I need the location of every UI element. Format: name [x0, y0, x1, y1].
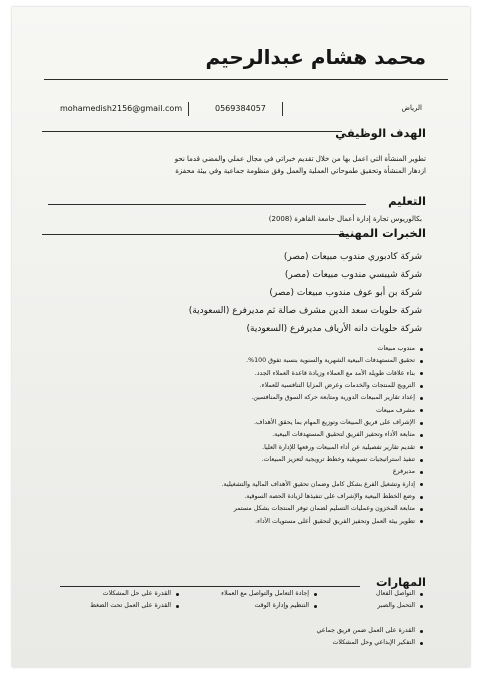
phone-text: 0569384057 — [215, 104, 266, 113]
company-item: شركة حلويات سعد الدين مشرف صالة ثم مديرفرع (السعودية) — [188, 306, 422, 316]
skill-item: القدرة على العمل تحت الضغط — [60, 600, 180, 612]
company-item: شركة شيبسي مندوب مبيعات (مصر) — [284, 270, 422, 280]
objective-title: الهدف الوظيفي — [335, 126, 426, 140]
skills-col-2 — [188, 588, 318, 613]
bullet-item: وضع الخطط البيعية والإشراف على تنفيذها لزيادة الحصة السوقية. — [134, 491, 424, 503]
bullet-item: متابعة الأداء وتحفيز الفريق لتحقيق المستهدفات البيعية. — [134, 429, 424, 441]
bullet-item: الإشراف على فريق المبيعات وتوزيع المهام بما يحقق الأهداف. — [134, 417, 424, 429]
section-divider — [60, 586, 360, 587]
skills-col-3 — [60, 588, 180, 613]
skill-item: إجادة التعامل والتواصل مع العملاء — [188, 588, 318, 600]
resume-page — [12, 7, 470, 667]
skill-item: التواصل الفعال — [328, 588, 424, 600]
section-divider — [42, 131, 342, 132]
bullet-item: تطوير بيئة العمل وتحفيز الفريق لتحقيق أعلى مستويات الأداء. — [134, 516, 424, 528]
bullet-heading: مشرف مبيعات — [134, 405, 424, 417]
education-title: التعليم — [388, 194, 426, 208]
contact-separator — [188, 102, 189, 116]
companies-list — [122, 250, 422, 337]
candidate-name: محمد هشام عبدالرحيم — [205, 45, 426, 69]
objective-text: تطوير المنشأة التي اعمل بها من خلال تقديم خبراتي في مجال عملي والمضي قدما نحو ازدهار المنشأة وتحقيق طموحاتي العملية والعمل وفق منظومة جماعية وفي بيئة محفزة — [174, 155, 426, 175]
bullet-item: متابعة المخزون وعمليات التسليم لضمان توفر المنتجات بشكل مستمر — [134, 503, 424, 515]
skills-col-1 — [328, 588, 424, 613]
contact-separator — [282, 102, 283, 116]
company-item: شركة حلويات دانه الأرياف مديرفرع (السعودية) — [246, 324, 422, 334]
skill-item: التنظيم وإدارة الوقت — [188, 600, 318, 612]
company-item: شركة بن أبو عوف مندوب مبيعات (مصر) — [269, 288, 422, 298]
email-text: mohamedish2156@gmail.com — [60, 104, 183, 113]
skills-title: المهارات — [376, 575, 426, 589]
section-divider — [48, 204, 366, 205]
bullet-item: إعداد تقارير المبيعات الدورية ومتابعة حركة السوق والمنافسين. — [134, 392, 424, 404]
skill-item: القدرة على العمل ضمن فريق جماعي — [224, 625, 424, 637]
header-divider — [44, 79, 448, 80]
bullet-item: تنفيذ استراتيجيات تسويقية وخطط ترويجية لتعزيز المبيعات. — [134, 454, 424, 466]
bullet-heading: مندوب مبيعات — [134, 343, 424, 355]
skill-item: القدرة على حل المشكلات — [60, 588, 180, 600]
skills-extra — [224, 625, 424, 650]
section-divider — [42, 234, 348, 235]
skill-item: التفكير الإبداعي وحل المشكلات — [224, 637, 424, 649]
experience-title: الخبرات المهنية — [338, 226, 426, 240]
city-text: الرياض — [401, 104, 422, 112]
bullet-item: تحقيق المستهدفات البيعية الشهرية والسنوية بنسبة تفوق 100%. — [134, 355, 424, 367]
bullet-item: الترويج للمنتجات والخدمات وعرض المزايا التنافسية للعملاء. — [134, 380, 424, 392]
bullet-item: بناء علاقات طويلة الأمد مع العملاء وزيادة قاعدة العملاء الجدد. — [134, 368, 424, 380]
bullet-heading: مديرفرع — [134, 466, 424, 478]
bullet-item: إدارة وتشغيل الفرع بشكل كامل وضمان تحقيق الأهداف المالية والتشغيلية. — [134, 479, 424, 491]
skill-item: التحمل والصبر — [328, 600, 424, 612]
experience-bullets — [134, 343, 424, 528]
company-item: شركة كادبوري مندوب مبيعات (مصر) — [283, 252, 422, 262]
bullet-item: تقديم تقارير تفصيلية عن أداء المبيعات ورفعها للإدارة العليا. — [134, 442, 424, 454]
education-text: بكالوريوس تجارة إدارة أعمال جامعة القاهرة (2008) — [268, 215, 422, 223]
